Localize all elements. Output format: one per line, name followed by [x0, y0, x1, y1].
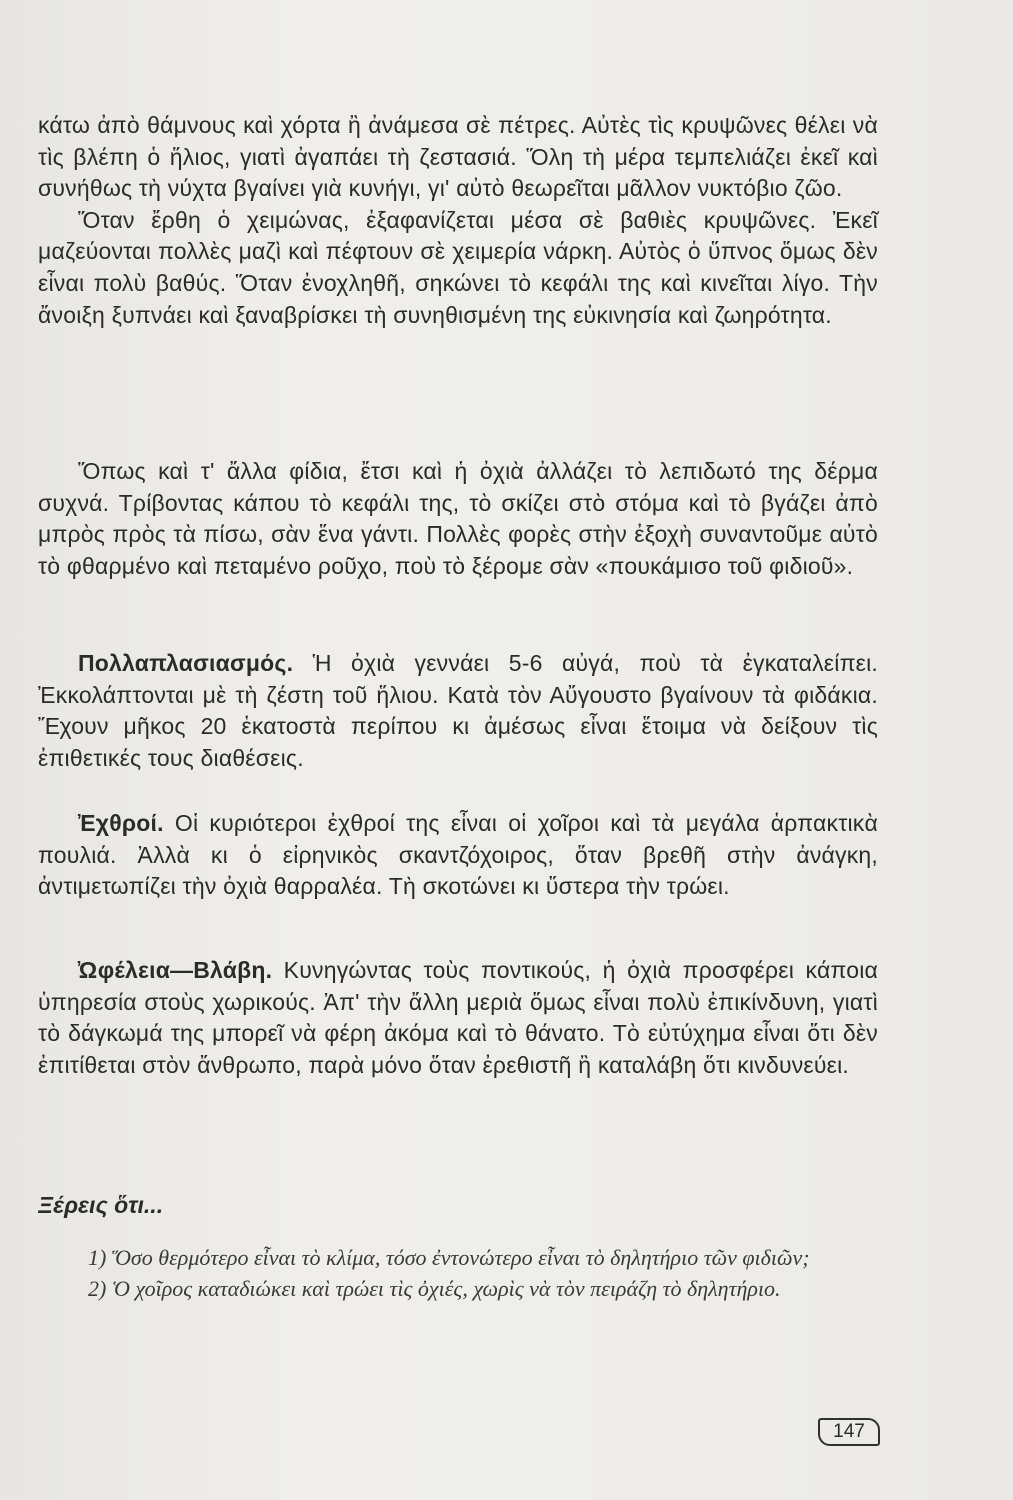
did-you-know-item-2: 2) Ὁ χοῖρος καταδιώκει καὶ τρώει τὶς ὀχιές, χωρὶς νὰ τὸν πειράζη τὸ δηλητήριο.	[88, 1276, 781, 1301]
skin-section	[38, 456, 878, 582]
enemies-text: Οἱ κυριότεροι ἐχθροί της εἶναι οἱ χοῖροι καὶ τὰ μεγάλα ἁρπακτικὰ πουλιά. Ἀλλὰ κι ὁ εἰρηνικὸς σκαντζόχοιρος, ὅταν βρεθῆ στὴν ἀνάγκη, ἀντιμετωπίζει τὴν ὀχιὰ θαρραλέα. Τὴ σκοτώνει κι ὕστερα τὴν τρώει.	[38, 810, 878, 900]
intro-section	[38, 110, 878, 331]
reproduction-paragraph	[38, 648, 878, 774]
winter-paragraph: Ὅταν ἔρθη ὁ χειμώνας, ἐξαφανίζεται μέσα σὲ βαθιὲς κρυψῶνες. Ἐκεῖ μαζεύονται πολλὲς μαζὶ καὶ πέφτουν σὲ χειμερία νάρκη. Αὐτὸς ὁ ὕπνος ὅμως δὲν εἶναι πολὺ βαθύς. Ὅταν ἐνοχληθῆ, σηκώνει τὸ κεφάλι της καὶ κινεῖται λίγο. Τὴν ἄνοιξη ξυπνάει καὶ ξαναβρίσκει τὴ συνηθισμένη της εὐκινησία καὶ ζωηρότητα.	[38, 206, 878, 328]
benefit-section	[38, 955, 878, 1081]
benefit-paragraph	[38, 955, 878, 1081]
benefit-heading: Ὠφέλεια—Βλάβη.	[78, 957, 273, 983]
did-you-know-item-1: 1) Ὅσο θερμότερο εἶναι τὸ κλίμα, τόσο ἐντονώτερο εἶναι τὸ δηλητήριο τῶν φιδιῶν;	[88, 1245, 810, 1270]
did-you-know-list	[38, 1242, 878, 1304]
benefit-text: Κυνηγώντας τοὺς ποντικούς, ἡ ὀχιὰ προσφέρει κάποια ὑπηρεσία στοὺς χωρικούς. Ἀπ' τὴν ἄλλη μεριὰ ὅμως εἶναι πολὺ ἐπικίνδυνη, γιατὶ τὸ δάγκωμά της μπορεῖ νὰ φέρη ἀκόμα καὶ τὸ θάνατο. Τὸ εὐτύχημα εἶναι ὅτι δὲν ἐπιτίθεται στὸν ἄνθρωπο, παρὰ μόνο ὅταν ἐρεθιστῆ ἢ καταλάβη ὅτι κινδυνεύει.	[38, 957, 878, 1078]
enemies-section	[38, 808, 878, 903]
did-you-know-title: Ξέρεις ὅτι...	[38, 1192, 164, 1218]
intro-paragraph: κάτω ἀπὸ θάμνους καὶ χόρτα ἢ ἀνάμεσα σὲ πέτρες. Αὐτὲς τὶς κρυψῶνες θέλει νὰ τὶς βλέπη ὁ ἥλιος, γιατὶ ἀγαπάει τὴ ζεστασιά. Ὅλη τὴ μέρα τεμπελιάζει ἐκεῖ καὶ συνήθως τὴ νύχτα βγαίνει γιὰ κυνήγι, γι' αὐτὸ θεωρεῖται μᾶλλον νυκτόβιο ζῶο.	[38, 112, 878, 202]
page-number: 147	[818, 1418, 880, 1446]
enemies-heading: Ἐχθροί.	[78, 810, 164, 836]
enemies-paragraph	[38, 808, 878, 903]
skin-paragraph: Ὅπως καὶ τ' ἄλλα φίδια, ἔτσι καὶ ἡ ὀχιὰ ἀλλάζει τὸ λεπιδωτό της δέρμα συχνά. Τρίβοντας κάπου τὸ κεφάλι της, τὸ σκίζει στὸ στόμα καὶ τὸ βγάζει ἀπὸ μπρὸς πρὸς τὰ πίσω, σὰν ἕνα γάντι. Πολλὲς φορὲς στὴν ἐξοχὴ συναντοῦμε αὐτὸ τὸ φθαρμένο καὶ πεταμένο ροῦχο, ποὺ τὸ ξέρομε σὰν «πουκάμισο τοῦ φιδιοῦ».	[38, 458, 878, 579]
reproduction-section	[38, 648, 878, 774]
reproduction-text: Ἡ ὀχιὰ γεννάει 5-6 αὐγά, ποὺ τὰ ἐγκαταλείπει. Ἐκκολάπτονται μὲ τὴ ζέστη τοῦ ἥλιου. Κατὰ τὸν Αὔγουστο βγαίνουν τὰ φιδάκια. Ἔχουν μῆκος 20 ἑκατοστὰ περίπου κι ἀμέσως εἶναι ἕτοιμα νὰ δείξουν τὶς ἐπιθετικές τους διαθέσεις.	[38, 650, 878, 771]
reproduction-heading: Πολλαπλασιασμός.	[78, 650, 294, 676]
